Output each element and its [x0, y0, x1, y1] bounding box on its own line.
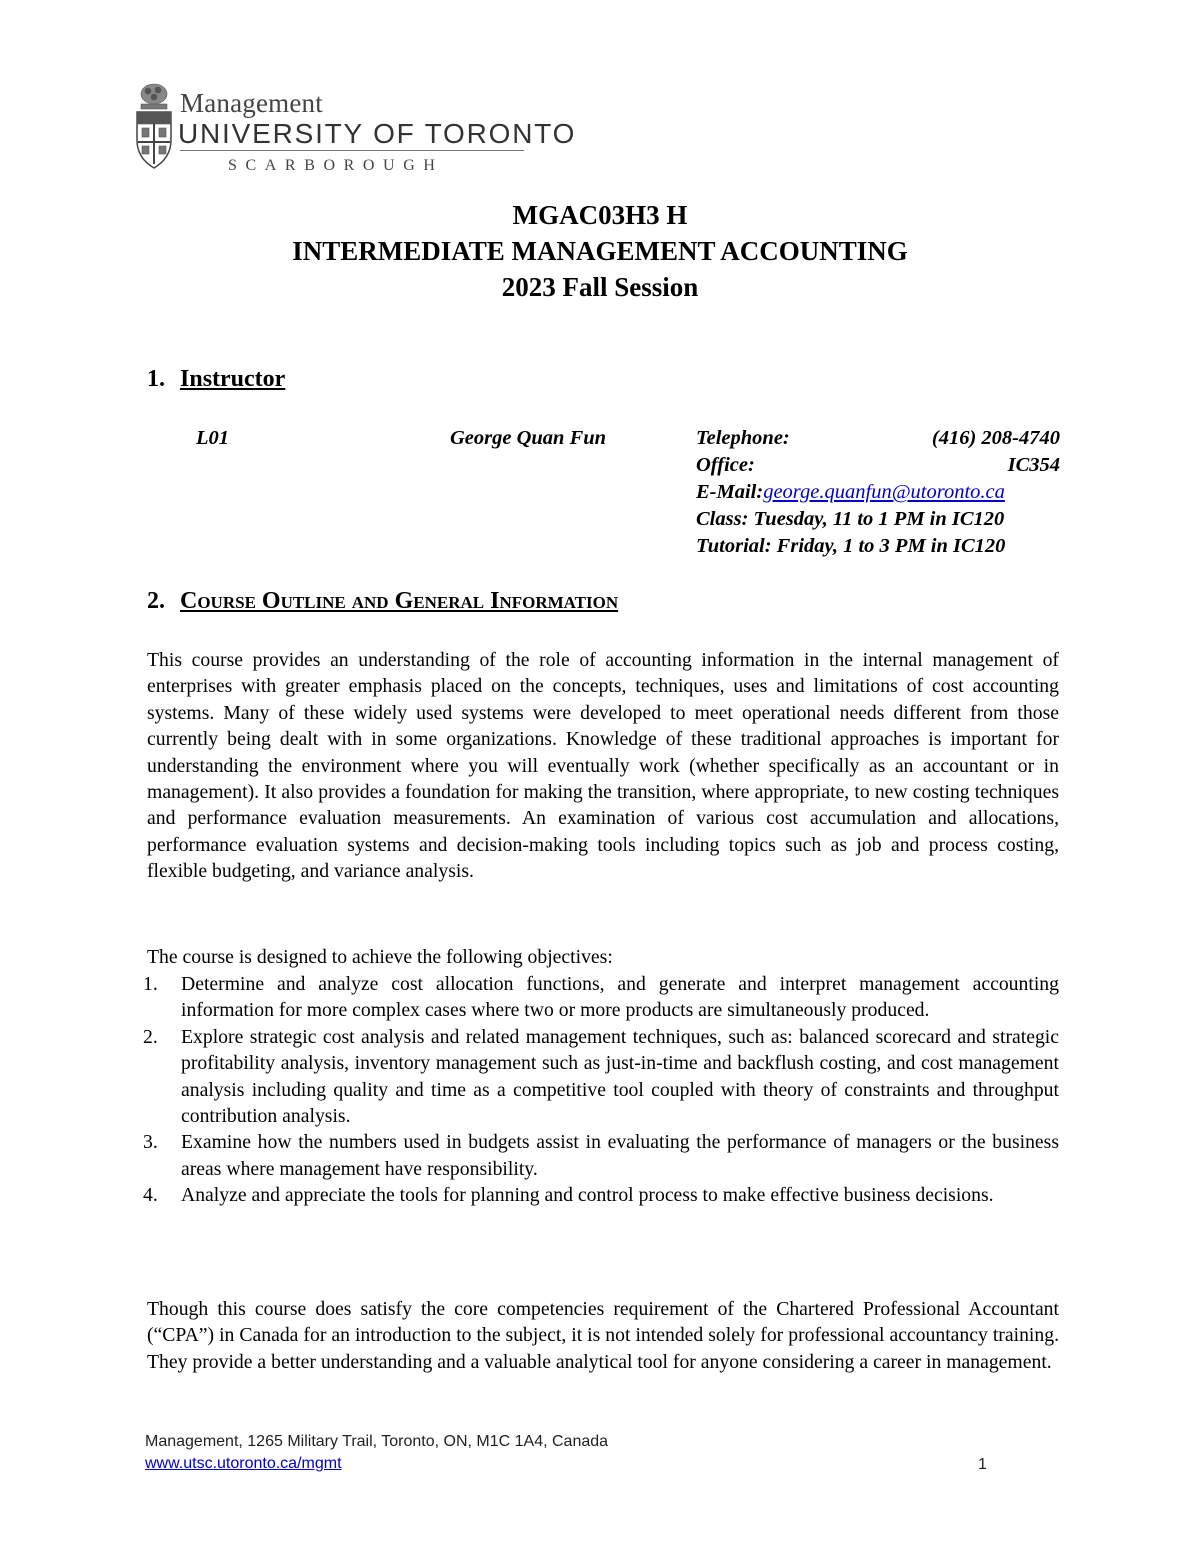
list-item-number: 4. [143, 1184, 158, 1207]
intro-paragraph: This course provides an understanding of the role of accounting information in the internal management of enterprises with greater emphasis placed on the concepts, techniques, uses and limitations of cost accounting systems. Many of these widely used systems were developed to meet operational needs different from those currently being dealt with in some organizations. Knowledge of these traditional approaches is important for understanding the environment where you will eventually work (whether specifically as an accountant or in management). It also provides a foundation for making the transition, where appropriate, to new costing techniques and performance evaluation measurements. An examination of various cost accumulation and allocations, performance evaluation systems and decision-making tools including topics such as job and process costing, flexible budgeting, and variance analysis. [147, 649, 1059, 883]
course-name: INTERMEDIATE MANAGEMENT ACCOUNTING [292, 236, 908, 266]
logo-divider [180, 150, 524, 151]
list-item-number: 2. [143, 1025, 158, 1048]
footer-website-link[interactable]: www.utsc.utoronto.ca/mgmt [145, 1455, 342, 1472]
email-label: E-Mail: [696, 481, 764, 503]
list-item-text: Analyze and appreciate the tools for planning and control process to make effective business decisions. [181, 1184, 994, 1207]
list-item-number: 3. [143, 1131, 158, 1154]
email-link[interactable]: george.quanfun@utoronto.ca [763, 481, 1005, 503]
objectives-intro: The course is designed to achieve the following objectives: [147, 946, 613, 968]
objectives-list [143, 971, 1059, 1209]
class-schedule: Class: Tuesday, 11 to 1 PM in IC120 [696, 508, 1005, 530]
section-number: 2. [147, 588, 165, 614]
logo-campus-text: SCARBOROUGH [228, 157, 444, 174]
office-value: IC354 [1007, 454, 1060, 476]
logo-university-text: UNIVERSITY OF TORONTO [178, 118, 577, 149]
section-heading-instructor [147, 366, 285, 393]
list-item [143, 1129, 1059, 1182]
closing-paragraph: Though this course does satisfy the core competencies requirement of the Chartered Professional Accountant (“CPA”) in Canada for an introduction to the subject, it is not intended solely for professional accountancy training. They provide a better understanding and a valuable analytical tool for anyone considering a career in management. [147, 1298, 1059, 1373]
list-item-number: 1. [143, 973, 158, 995]
office-label: Office: [696, 454, 755, 476]
list-item-text: Examine how the numbers used in budgets assist in evaluating the performance of managers or the business areas where management have responsibility. [181, 1131, 1059, 1180]
list-item [143, 971, 1059, 1024]
list-item-text: Determine and analyze cost allocation functions, and generate and interpret management accounting information for more complex cases where two or more products are simultaneously produced. [181, 973, 1059, 1022]
logo-management-text: Management [180, 88, 323, 118]
document-title [0, 197, 1200, 305]
university-logo [128, 82, 577, 177]
page-number: 1 [978, 1456, 987, 1473]
lecture-section: L01 [196, 427, 230, 449]
tutorial-schedule: Tutorial: Friday, 1 to 3 PM in IC120 [696, 535, 1006, 557]
section-title: Instructor [180, 366, 286, 392]
email-row [696, 481, 1005, 504]
instructor-name: George Quan Fun [450, 427, 607, 449]
list-item-text: Explore strategic cost analysis and related management techniques, such as: balanced scorecard and strategic profitability analysis, inventory management such as just-in-time and backflush costing, and cost management analysis including quality and time as a competitive tool coupled with theory of constraints and throughput contribution analysis. [181, 1025, 1059, 1128]
course-session: 2023 Fall Session [501, 272, 699, 302]
list-item [143, 1182, 1059, 1208]
telephone-label: Telephone: [696, 427, 790, 449]
course-code: MGAC03H3 H [512, 200, 688, 230]
list-item [143, 1024, 1059, 1130]
section-number: 1. [147, 366, 165, 392]
section-title: Course Outline and General Information [180, 588, 619, 614]
footer-address: Management, 1265 Military Trail, Toronto, ON, M1C 1A4, Canada [145, 1433, 609, 1450]
section-heading-course-outline [147, 588, 618, 615]
telephone-value: (416) 208-4740 [931, 427, 1060, 449]
crest-icon [132, 82, 176, 174]
